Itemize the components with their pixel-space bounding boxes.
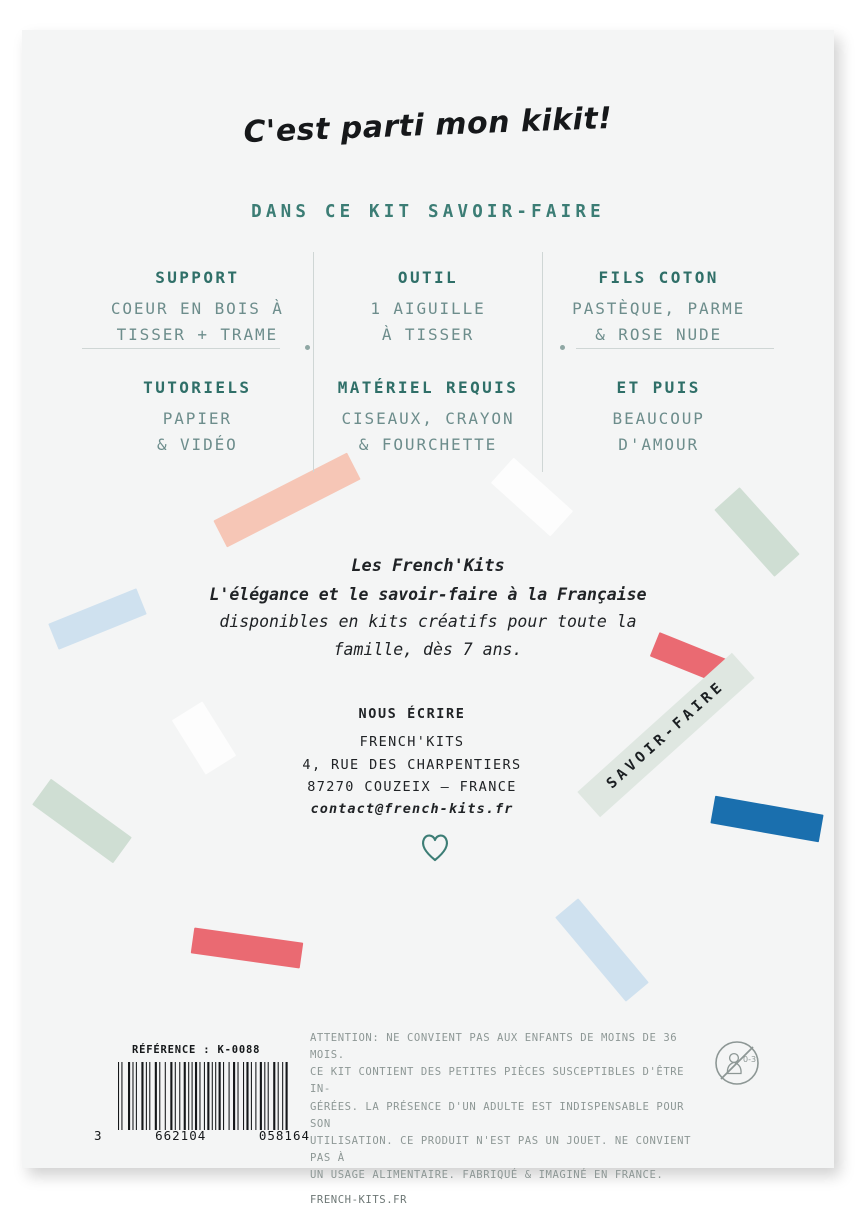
kit-heading: SUPPORT: [155, 268, 240, 287]
legal-warning-text: [310, 1030, 702, 1210]
age-restriction-icon: [714, 1040, 760, 1086]
product-package-card: [22, 30, 834, 1207]
kit-heading: MATÉRIEL REQUIS: [337, 377, 519, 397]
barcode-digit-left: 3: [94, 1128, 103, 1143]
legal-line: GÉRÉES. LA PRÉSENCE D'UN ADULTE EST INDISPENSABLE POUR SON: [310, 1100, 685, 1130]
barcode-digit-right: 058164: [258, 1128, 310, 1143]
legal-line: UN USAGE ALIMENTAIRE. FABRIQUÉ & IMAGINÉ EN FRANCE.: [310, 1169, 664, 1182]
kit-line: CISEAUX, CRAYON: [341, 408, 515, 428]
confetti-red-bottom: [191, 927, 304, 968]
kit-line: À TISSER: [381, 324, 475, 344]
contact-street: 4, RUE DES CHARPENTIERS: [302, 756, 522, 773]
kit-line: & FOURCHETTE: [358, 434, 498, 454]
brand-line-2: L'élégance et le savoir-faire à la Française: [209, 584, 647, 604]
kit-divider-dot-right: [560, 345, 565, 350]
brand-line-3: disponibles en kits créatifs pour toute la: [219, 612, 637, 632]
kit-cell-materiel-requis: [313, 362, 544, 472]
kit-heading: ET PUIS: [616, 377, 701, 397]
kit-cell-fils-coton: [543, 252, 774, 362]
legal-line: CE KIT CONTIENT DES PETITES PIÈCES SUSCEPTIBLES D'ÊTRE IN-: [310, 1066, 685, 1096]
contact-city: 87270 COUZEIX — FRANCE: [307, 779, 517, 796]
contact-email[interactable]: contact@french-kits.fr: [310, 801, 514, 818]
kit-line: D'AMOUR: [618, 434, 700, 454]
barcode-digits: [92, 1128, 312, 1143]
legal-line: ATTENTION: NE CONVIENT PAS AUX ENFANTS DE MOINS DE 36 MOIS.: [310, 1032, 678, 1062]
savoir-faire-tag-label: SAVOIR-FAIRE: [603, 677, 729, 793]
kit-cell-outil: [313, 252, 544, 362]
kit-heading: FILS COTON: [598, 268, 719, 287]
confetti-blue-strong: [710, 796, 823, 843]
kit-divider-left: [82, 348, 280, 349]
kit-cell-tutoriels: [82, 362, 313, 472]
kit-divider-dot-left: [305, 345, 310, 350]
kit-line: COEUR EN BOIS À: [110, 299, 284, 318]
barcode-image: [118, 1062, 290, 1130]
kit-cell-et-puis: [543, 362, 774, 472]
kit-line: & ROSE NUDE: [595, 324, 723, 344]
reference-label: RÉFÉRENCE : K-0088: [132, 1044, 261, 1056]
kit-contents-grid: [82, 252, 774, 472]
heart-icon: [418, 830, 452, 864]
kit-line: BEAUCOUP: [612, 408, 705, 428]
confetti-sage-right: [714, 487, 799, 577]
kit-cell-support: [82, 252, 313, 362]
kit-line: PAPIER: [162, 408, 232, 428]
website-url: FRENCH-KITS.FR: [310, 1194, 407, 1207]
barcode-digit-mid: 662104: [155, 1128, 207, 1143]
kit-line: TISSER + TRAME: [116, 324, 279, 344]
kit-heading: OUTIL: [397, 268, 459, 287]
kit-line: PASTÈQUE, PARME: [572, 299, 746, 318]
contact-company: FRENCH'KITS: [359, 734, 465, 750]
confetti-blue-bottom: [555, 898, 649, 1002]
confetti-blue-left: [48, 588, 147, 650]
kit-line: & VIDÉO: [156, 434, 238, 454]
kit-heading: TUTORIELS: [143, 377, 252, 397]
kit-line: 1 AIGUILLE: [370, 299, 486, 318]
brand-statement: [142, 552, 714, 664]
svg-text:0-3: 0-3: [743, 1055, 757, 1064]
brand-line-1: Les French'Kits: [351, 556, 505, 576]
legal-line: UTILISATION. CE PRODUIT N'EST PAS UN JOUET. NE CONVIENT PAS À: [310, 1134, 692, 1165]
contact-title: NOUS ÉCRIRE: [358, 706, 466, 722]
kit-divider-right: [576, 348, 774, 349]
brand-line-4: famille, dès 7 ans.: [333, 639, 523, 659]
confetti-sage-left: [32, 779, 132, 864]
contact-block: [202, 706, 622, 817]
page-headline: C'est parti mon kikit!: [242, 100, 614, 151]
kit-section-title: DANS CE KIT SAVOIR-FAIRE: [251, 202, 605, 222]
